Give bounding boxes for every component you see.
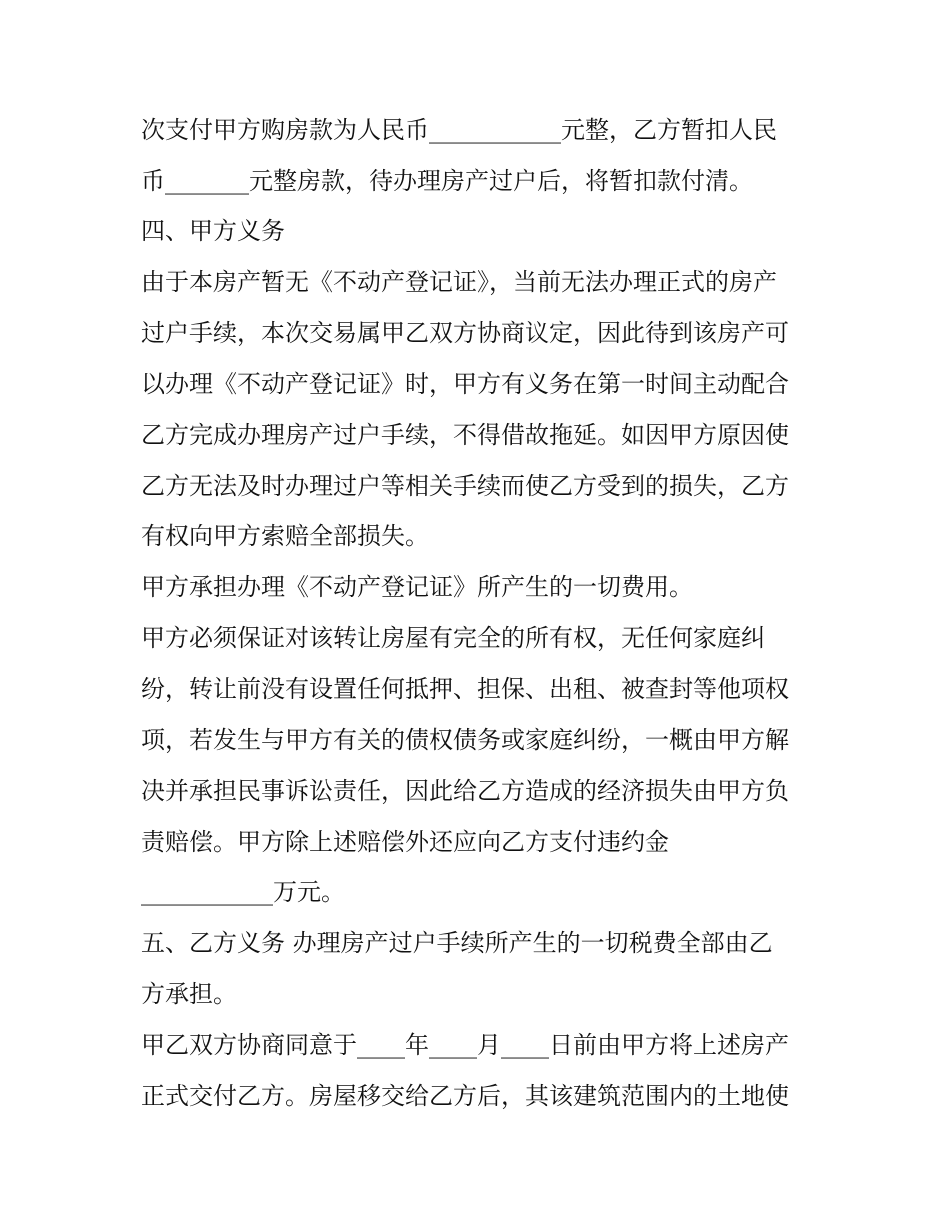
text-line: 纷，转让前没有设置任何抵押、担保、出租、被查封等他项权 bbox=[141, 675, 789, 703]
text-line: 方承担。 bbox=[141, 980, 237, 1008]
text-line: 以办理《不动产登记证》时，甲方有义务在第一时间主动配合 bbox=[141, 370, 789, 398]
text-line: 决并承担民事诉讼责任，因此给乙方造成的经济损失由甲方负 bbox=[141, 777, 789, 805]
section-heading: 五、乙方义务 办理房产过户手续所产生的一切税费全部由乙 bbox=[141, 929, 773, 957]
text-line: 乙方完成办理房产过户手续，不得借故拖延。如因甲方原因使 bbox=[141, 421, 789, 449]
text-line: 甲方必须保证对该转让房屋有完全的所有权，无任何家庭纠 bbox=[141, 624, 765, 652]
text-line: 过户手续，本次交易属甲乙双方协商议定，因此待到该房产可 bbox=[141, 319, 789, 347]
text-line: 币_______元整房款，待办理房产过户后，将暂扣款付清。 bbox=[141, 167, 753, 195]
text-line: ___________万元。 bbox=[141, 878, 345, 906]
text-line: 甲方承担办理《不动产登记证》所产生的一切费用。 bbox=[141, 573, 693, 601]
text-line: 次支付甲方购房款为人民币___________元整，乙方暂扣人民 bbox=[141, 116, 777, 144]
text-line: 责赔偿。甲方除上述赔偿外还应向乙方支付违约金 bbox=[141, 828, 669, 856]
text-line: 项，若发生与甲方有关的债权债务或家庭纠纷，一概由甲方解 bbox=[141, 726, 789, 754]
text-line: 有权向甲方索赔全部损失。 bbox=[141, 522, 429, 550]
text-line: 正式交付乙方。房屋移交给乙方后，其该建筑范围内的土地使 bbox=[141, 1082, 789, 1110]
section-heading: 四、甲方义务 bbox=[141, 217, 285, 245]
text-line: 乙方无法及时办理过户等相关手续而使乙方受到的损失，乙方 bbox=[141, 472, 789, 500]
text-line: 甲乙双方协商同意于____年____月____日前由甲方将上述房产 bbox=[141, 1031, 789, 1059]
text-line: 由于本房产暂无《不动产登记证》，当前无法办理正式的房产 bbox=[141, 268, 777, 296]
